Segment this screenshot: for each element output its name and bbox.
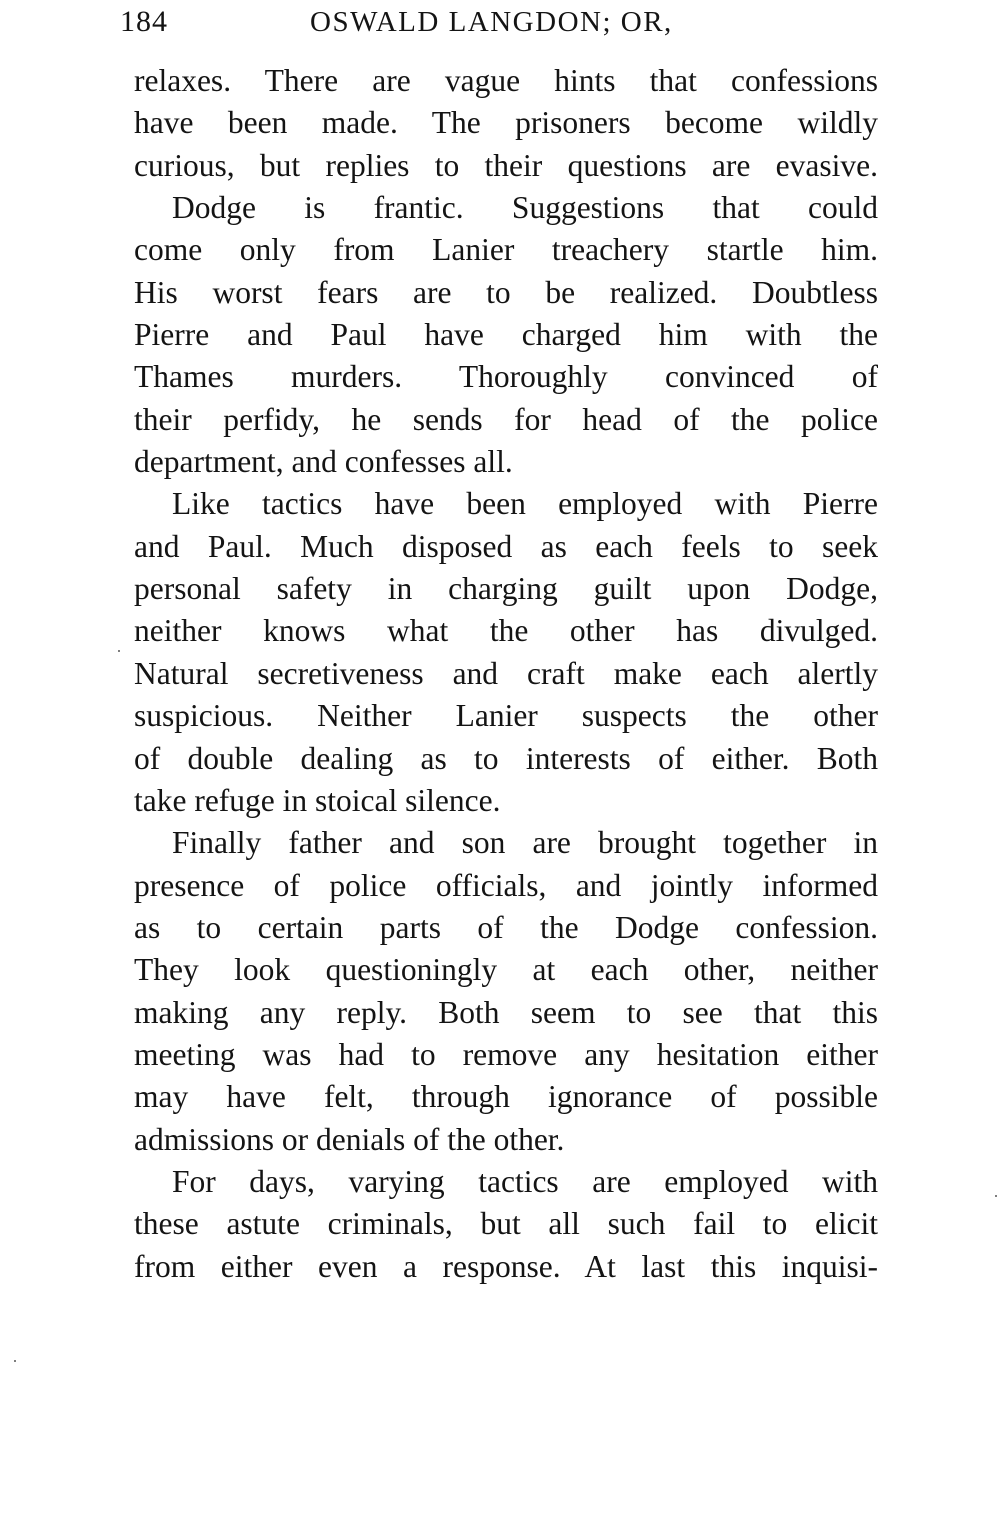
page-header: [120, 2, 880, 46]
text-line: neither knows what the other has divulged.: [134, 613, 878, 649]
paragraph-end-line: admissions or denials of the other.: [134, 1121, 565, 1157]
paragraph-end-line: take refuge in stoical silence.: [134, 782, 501, 818]
paragraph-start-line: For days, varying tactics are employed with: [172, 1163, 878, 1199]
text-line: personal safety in charging guilt upon Dodge,: [134, 571, 878, 607]
text-line: relaxes. There are vague hints that confessions: [134, 63, 878, 98]
text-line: presence of police officials, and jointly informed: [134, 867, 878, 903]
body-text: [134, 60, 878, 1288]
text-line: Thames murders. Thoroughly convinced of: [134, 359, 878, 395]
text-line: may have felt, through ignorance of possible: [134, 1079, 878, 1115]
text-line: and Paul. Much disposed as each feels to seek: [134, 528, 878, 564]
text-line: meeting was had to remove any hesitation either: [134, 1036, 878, 1072]
text-line: making any reply. Both seem to see that this: [134, 994, 878, 1030]
page-number: 184: [120, 5, 168, 38]
paragraph-start-line: Finally father and son are brought together in: [172, 825, 878, 861]
text-line: their perfidy, he sends for head of the police: [134, 401, 878, 437]
print-speck: [995, 1195, 997, 1197]
paragraph-start-line: Dodge is frantic. Suggestions that could: [172, 190, 878, 226]
text-line: these astute criminals, but all such fail to elicit: [134, 1206, 878, 1242]
paragraph-end-line: department, and confesses all.: [134, 444, 513, 480]
text-line: come only from Lanier treachery startle him.: [134, 232, 878, 268]
text-line: as to certain parts of the Dodge confession.: [134, 909, 878, 945]
text-line: curious, but replies to their questions are evasive.: [134, 147, 878, 183]
text-line: Pierre and Paul have charged him with the: [134, 317, 878, 353]
print-speck: [14, 1360, 16, 1362]
text-line: Natural secretiveness and craft make each alertly: [134, 655, 878, 691]
running-head: OSWALD LANGDON; OR,: [310, 6, 673, 38]
text-line: have been made. The prisoners become wildly: [134, 105, 878, 141]
text-line: of double dealing as to interests of either. Both: [134, 740, 878, 776]
text-line: from either even a response. At last this inquisi-: [134, 1248, 878, 1284]
text-line: His worst fears are to be realized. Doubtless: [134, 274, 878, 310]
paragraph-start-line: Like tactics have been employed with Pierre: [172, 486, 878, 522]
text-line: They look questioningly at each other, neither: [134, 952, 878, 988]
print-speck: [118, 650, 120, 652]
text-line: suspicious. Neither Lanier suspects the other: [134, 698, 878, 734]
